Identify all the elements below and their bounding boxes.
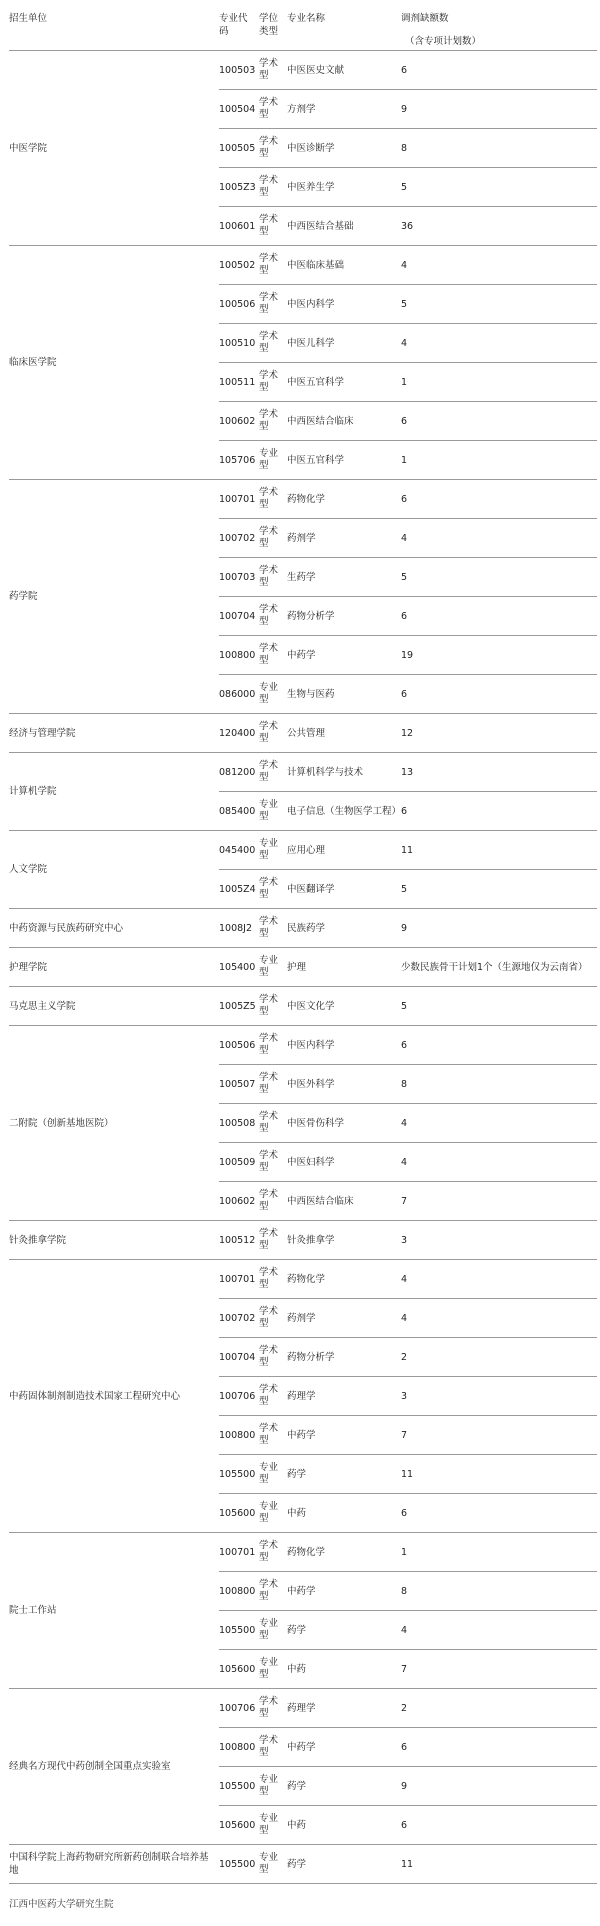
name-cell: 药剂学	[287, 519, 401, 558]
code-cell: 100701	[219, 480, 259, 519]
name-cell: 中医翻译学	[287, 870, 401, 909]
type-cell: 学术型	[259, 636, 287, 675]
code-cell: 045400	[219, 831, 259, 870]
type-cell: 学术型	[259, 1182, 287, 1221]
table-body	[9, 51, 597, 1884]
code-cell: 086000	[219, 675, 259, 714]
name-cell: 中医骨伤科学	[287, 1104, 401, 1143]
table-row	[9, 1689, 597, 1728]
type-cell: 专业型	[259, 1767, 287, 1806]
type-cell: 学术型	[259, 909, 287, 948]
name-cell: 药物化学	[287, 1260, 401, 1299]
name-cell: 中药学	[287, 1572, 401, 1611]
code-cell: 100706	[219, 1377, 259, 1416]
name-cell: 计算机科学与技术	[287, 753, 401, 792]
quota-cell: 少数民族骨干计划1个（生源地仅为云南省）	[401, 948, 597, 987]
table-row	[9, 831, 597, 870]
name-cell: 中药	[287, 1494, 401, 1533]
quota-cell: 7	[401, 1416, 597, 1455]
unit-cell: 院士工作站	[9, 1533, 219, 1689]
type-cell: 专业型	[259, 831, 287, 870]
type-cell: 学术型	[259, 1338, 287, 1377]
code-cell: 100512	[219, 1221, 259, 1260]
name-cell: 中医五官科学	[287, 363, 401, 402]
quota-cell: 6	[401, 1026, 597, 1065]
type-cell: 学术型	[259, 1299, 287, 1338]
type-cell: 学术型	[259, 558, 287, 597]
quota-cell: 1	[401, 441, 597, 480]
table-row	[9, 948, 597, 987]
name-cell: 民族药学	[287, 909, 401, 948]
type-cell: 专业型	[259, 1806, 287, 1845]
quota-cell: 11	[401, 831, 597, 870]
unit-cell: 药学院	[9, 480, 219, 714]
name-cell: 药物化学	[287, 1533, 401, 1572]
code-cell: 105500	[219, 1845, 259, 1884]
header-code: 专业代码	[219, 10, 259, 51]
name-cell: 电子信息（生物医学工程）	[287, 792, 401, 831]
quota-cell: 6	[401, 480, 597, 519]
type-cell: 学术型	[259, 402, 287, 441]
quota-cell: 2	[401, 1338, 597, 1377]
code-cell: 1005Z5	[219, 987, 259, 1026]
quota-cell: 4	[401, 246, 597, 285]
name-cell: 药学	[287, 1767, 401, 1806]
table-row	[9, 1221, 597, 1260]
header-unit: 招生单位	[9, 10, 219, 51]
name-cell: 公共管理	[287, 714, 401, 753]
code-cell: 081200	[219, 753, 259, 792]
name-cell: 中西医结合基础	[287, 207, 401, 246]
quota-cell: 12	[401, 714, 597, 753]
type-cell: 学术型	[259, 363, 287, 402]
type-cell: 学术型	[259, 168, 287, 207]
code-cell: 100800	[219, 1572, 259, 1611]
quota-cell: 9	[401, 909, 597, 948]
type-cell: 专业型	[259, 1494, 287, 1533]
code-cell: 105600	[219, 1806, 259, 1845]
code-cell: 100502	[219, 246, 259, 285]
code-cell: 100504	[219, 90, 259, 129]
name-cell: 药剂学	[287, 1299, 401, 1338]
table-row	[9, 1845, 597, 1884]
code-cell: 100602	[219, 1182, 259, 1221]
name-cell: 针灸推拿学	[287, 1221, 401, 1260]
name-cell: 中医外科学	[287, 1065, 401, 1104]
unit-cell: 马克思主义学院	[9, 987, 219, 1026]
code-cell: 100701	[219, 1260, 259, 1299]
table-row	[9, 480, 597, 519]
type-cell: 专业型	[259, 441, 287, 480]
type-cell: 学术型	[259, 1065, 287, 1104]
quota-cell: 4	[401, 1611, 597, 1650]
name-cell: 药理学	[287, 1377, 401, 1416]
quota-cell: 6	[401, 792, 597, 831]
code-cell: 100503	[219, 51, 259, 90]
type-cell: 专业型	[259, 948, 287, 987]
quota-cell: 8	[401, 1065, 597, 1104]
quota-cell: 4	[401, 519, 597, 558]
name-cell: 药物分析学	[287, 1338, 401, 1377]
type-cell: 专业型	[259, 792, 287, 831]
quota-cell: 7	[401, 1182, 597, 1221]
type-cell: 专业型	[259, 1611, 287, 1650]
name-cell: 应用心理	[287, 831, 401, 870]
name-cell: 中医养生学	[287, 168, 401, 207]
code-cell: 100701	[219, 1533, 259, 1572]
code-cell: 100703	[219, 558, 259, 597]
quota-cell: 6	[401, 1494, 597, 1533]
quota-cell: 6	[401, 675, 597, 714]
quota-cell: 36	[401, 207, 597, 246]
code-cell: 100511	[219, 363, 259, 402]
type-cell: 学术型	[259, 1221, 287, 1260]
type-cell: 学术型	[259, 1026, 287, 1065]
unit-cell: 经典名方现代中药创制全国重点实验室	[9, 1689, 219, 1845]
type-cell: 学术型	[259, 1533, 287, 1572]
name-cell: 中药学	[287, 1416, 401, 1455]
unit-cell: 经济与管理学院	[9, 714, 219, 753]
type-cell: 学术型	[259, 480, 287, 519]
quota-cell: 1	[401, 1533, 597, 1572]
type-cell: 学术型	[259, 324, 287, 363]
quota-cell: 11	[401, 1845, 597, 1884]
quota-cell: 5	[401, 870, 597, 909]
name-cell: 药物化学	[287, 480, 401, 519]
code-cell: 100506	[219, 285, 259, 324]
unit-cell: 针灸推拿学院	[9, 1221, 219, 1260]
type-cell: 学术型	[259, 1104, 287, 1143]
type-cell: 学术型	[259, 987, 287, 1026]
code-cell: 100800	[219, 636, 259, 675]
quota-cell: 6	[401, 1728, 597, 1767]
table-header	[9, 10, 597, 51]
unit-cell: 中药资源与民族药研究中心	[9, 909, 219, 948]
name-cell: 中西医结合临床	[287, 402, 401, 441]
code-cell: 100800	[219, 1728, 259, 1767]
code-cell: 100510	[219, 324, 259, 363]
code-cell: 085400	[219, 792, 259, 831]
quota-cell: 3	[401, 1221, 597, 1260]
quota-cell: 4	[401, 1104, 597, 1143]
type-cell: 学术型	[259, 90, 287, 129]
quota-cell: 6	[401, 597, 597, 636]
unit-cell: 中国科学院上海药物研究所新药创制联合培养基地	[9, 1845, 219, 1884]
name-cell: 生物与医药	[287, 675, 401, 714]
code-cell: 100506	[219, 1026, 259, 1065]
quota-cell: 6	[401, 1806, 597, 1845]
quota-cell: 13	[401, 753, 597, 792]
table-row	[9, 51, 597, 90]
quota-cell: 2	[401, 1689, 597, 1728]
admissions-table	[9, 10, 597, 1884]
code-cell: 100702	[219, 1299, 259, 1338]
code-cell: 100508	[219, 1104, 259, 1143]
type-cell: 学术型	[259, 1260, 287, 1299]
code-cell: 105600	[219, 1650, 259, 1689]
unit-cell: 人文学院	[9, 831, 219, 909]
quota-cell: 9	[401, 1767, 597, 1806]
quota-cell: 4	[401, 1260, 597, 1299]
unit-cell: 计算机学院	[9, 753, 219, 831]
unit-cell: 中药固体制剂制造技术国家工程研究中心	[9, 1260, 219, 1533]
type-cell: 学术型	[259, 207, 287, 246]
code-cell: 105706	[219, 441, 259, 480]
code-cell: 105600	[219, 1494, 259, 1533]
name-cell: 中医内科学	[287, 1026, 401, 1065]
type-cell: 学术型	[259, 129, 287, 168]
name-cell: 中医临床基础	[287, 246, 401, 285]
code-cell: 100702	[219, 519, 259, 558]
code-cell: 100704	[219, 597, 259, 636]
type-cell: 学术型	[259, 870, 287, 909]
quota-cell: 5	[401, 285, 597, 324]
code-cell: 1005Z3	[219, 168, 259, 207]
header-name: 专业名称	[287, 10, 401, 51]
type-cell: 学术型	[259, 597, 287, 636]
name-cell: 中医医史文献	[287, 51, 401, 90]
table-row	[9, 714, 597, 753]
quota-cell: 6	[401, 402, 597, 441]
table-row	[9, 246, 597, 285]
quota-cell: 1	[401, 363, 597, 402]
code-cell: 105500	[219, 1455, 259, 1494]
name-cell: 中西医结合临床	[287, 1182, 401, 1221]
code-cell: 100602	[219, 402, 259, 441]
type-cell: 专业型	[259, 675, 287, 714]
name-cell: 护理	[287, 948, 401, 987]
code-cell: 1008J2	[219, 909, 259, 948]
name-cell: 药学	[287, 1611, 401, 1650]
code-cell: 100800	[219, 1416, 259, 1455]
type-cell: 学术型	[259, 753, 287, 792]
quota-cell: 5	[401, 987, 597, 1026]
name-cell: 中药	[287, 1650, 401, 1689]
table-row	[9, 1026, 597, 1065]
name-cell: 中医妇科学	[287, 1143, 401, 1182]
table-row	[9, 1260, 597, 1299]
name-cell: 中医五官科学	[287, 441, 401, 480]
code-cell: 100507	[219, 1065, 259, 1104]
code-cell: 105400	[219, 948, 259, 987]
quota-cell: 6	[401, 51, 597, 90]
name-cell: 药理学	[287, 1689, 401, 1728]
header-quota: 调剂缺额数 （含专项计划数）	[401, 10, 597, 51]
quota-cell: 9	[401, 90, 597, 129]
quota-cell: 7	[401, 1650, 597, 1689]
type-cell: 学术型	[259, 714, 287, 753]
quota-cell: 4	[401, 1299, 597, 1338]
quota-cell: 3	[401, 1377, 597, 1416]
quota-cell: 11	[401, 1455, 597, 1494]
type-cell: 专业型	[259, 1650, 287, 1689]
type-cell: 学术型	[259, 1728, 287, 1767]
name-cell: 中药	[287, 1806, 401, 1845]
quota-cell: 5	[401, 168, 597, 207]
quota-cell: 8	[401, 129, 597, 168]
type-cell: 学术型	[259, 285, 287, 324]
type-cell: 学术型	[259, 51, 287, 90]
code-cell: 105500	[219, 1611, 259, 1650]
code-cell: 100706	[219, 1689, 259, 1728]
name-cell: 药物分析学	[287, 597, 401, 636]
unit-cell: 二附院（创新基地医院）	[9, 1026, 219, 1221]
unit-cell: 临床医学院	[9, 246, 219, 480]
quota-cell: 19	[401, 636, 597, 675]
name-cell: 中药学	[287, 636, 401, 675]
header-type: 学位类型	[259, 10, 287, 51]
name-cell: 中医文化学	[287, 987, 401, 1026]
type-cell: 学术型	[259, 1143, 287, 1182]
code-cell: 100509	[219, 1143, 259, 1182]
code-cell: 100704	[219, 1338, 259, 1377]
name-cell: 中医儿科学	[287, 324, 401, 363]
type-cell: 学术型	[259, 1377, 287, 1416]
name-cell: 方剂学	[287, 90, 401, 129]
name-cell: 生药学	[287, 558, 401, 597]
type-cell: 学术型	[259, 1572, 287, 1611]
name-cell: 中医诊断学	[287, 129, 401, 168]
code-cell: 1005Z4	[219, 870, 259, 909]
header-row	[9, 10, 597, 51]
unit-cell: 护理学院	[9, 948, 219, 987]
name-cell: 药学	[287, 1455, 401, 1494]
table-row	[9, 909, 597, 948]
quota-cell: 8	[401, 1572, 597, 1611]
footer-text: 江西中医药大学研究生院	[9, 1899, 114, 1910]
quota-cell: 5	[401, 558, 597, 597]
name-cell: 中医内科学	[287, 285, 401, 324]
code-cell: 105500	[219, 1767, 259, 1806]
quota-cell: 4	[401, 324, 597, 363]
name-cell: 中药学	[287, 1728, 401, 1767]
type-cell: 专业型	[259, 1845, 287, 1884]
table-row	[9, 987, 597, 1026]
table-row	[9, 1533, 597, 1572]
unit-cell: 中医学院	[9, 51, 219, 246]
type-cell: 学术型	[259, 246, 287, 285]
type-cell: 学术型	[259, 519, 287, 558]
table-row	[9, 753, 597, 792]
quota-cell: 4	[401, 1143, 597, 1182]
type-cell: 专业型	[259, 1455, 287, 1494]
type-cell: 学术型	[259, 1416, 287, 1455]
type-cell: 学术型	[259, 1689, 287, 1728]
code-cell: 100601	[219, 207, 259, 246]
code-cell: 100505	[219, 129, 259, 168]
code-cell: 120400	[219, 714, 259, 753]
name-cell: 药学	[287, 1845, 401, 1884]
